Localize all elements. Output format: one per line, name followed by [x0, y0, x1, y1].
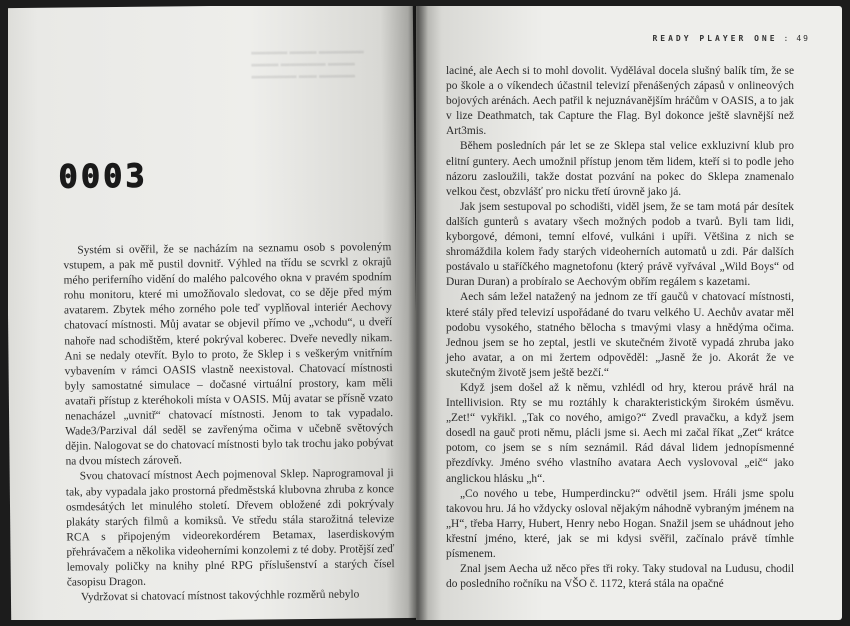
chapter-number: 0003	[58, 156, 148, 196]
header-separator: :	[783, 34, 791, 43]
right-page	[416, 6, 842, 620]
paragraph: „Co nového u tebe, Humperdincku?“ odvětil jsem. Hráli jsme spolu takovou hru. Já ho vždycky osloval nějakým náhodně vybraným jménem na „H“, třeba Harry, Hubert, Henry nebo Hogan. Snažil jsem se uhádnout jeho křestní jméno, které, jak se mi kdysi svěřil, začínalo právě tímhle písmenem.	[446, 487, 794, 560]
paragraph: Aech sám ležel natažený na jednom ze tří gaučů v chatovací místnosti, které stály před televizí uspořádané do tvaru velkého U. Aechův avatar měl podobu vysokého, statného bělocha s tmavými vlasy a hnědýma očima. Jednou jsem se ho zeptal, jestli ve skutečném životě vypadá zhruba jako jeho avatar, a on mi žertem odpověděl: „Jasně že jo. Akorát že ve skutečným životě jsem ještě bezčí.“	[446, 291, 794, 379]
bleed-through-text: ▬▬▬▬ ▬▬▬ ▬▬▬▬▬ ▬▬▬ ▬▬▬▬▬ ▬▬▬ ▬▬▬▬▬ ▬▬ ▬▬▬▬	[251, 45, 364, 81]
book-title-header: READY PLAYER ONE	[652, 34, 778, 43]
page-number: 49	[796, 34, 810, 43]
paragraph: Systém si ověřil, že se nacházím na seznamu osob s povoleným vstupem, a pak mě pustil dovnitř. Výhled na třídu se scvrkl z okrajů mého periferního vidění do malého palcového okna v pravém spodním rohu monitoru, které mi umožňovalo sledovat, co se děje před mým avatarem. Zbytek mého zorného pole teď vyplňoval interiér Aechovy chatovací místnosti. Můj avatar se objevil přímo ve „vchodu“, u dveří nahoře nad schodištěm, které pokrýval koberec. Dveře nevedly nikam. Ani se nedaly otevřít. Bylo to proto, že Sklep i s veškerým vnitřním vybavením v rámci OASIS vlastně neexistoval. Chatovací místnosti byly samostatné simulace – dočasné virtuální prostory, kam měli avataři přístup z kteréhokoli místa v OASIS. Můj avatar se přísně vzato nenacházel „uvnitř“ chatovací místnosti. Jenom to tak vypadalo. Wade3/Parzival dál seděl se zavřenýma očima v učebně světových dějin. Nalogovat se do chatovací místnosti bylo tak trochu jako pobývat na dvou místech zároveň.	[63, 241, 394, 468]
paragraph: Jak jsem sestupoval po schodišti, viděl jsem, že se tam motá pár desítek dalších gunterů s avatary všech možných podob a tvarů. Byli tam lidi, kyborgové, démoni, temní elfové, vulkáni i upíři. Většina z nich se shromáždila kolem řady starých videoherních automatů u zdi. Pár dalších postávalo u staříčkého magnetofonu (který právě vyřvával „Wild Boys“ od Duran Duran) a probíralo se Aechovým obřím regálem s kazetami.	[446, 200, 794, 289]
paragraph: Během posledních pár let se ze Sklepa stal velice exkluzivní klub pro elitní guntery. Aech umožnil přístup jenom těm lidem, kteří si to podle jeho názoru zasloužili, takže dostat pozvání na pokec do Sklepa znamenalo velkou čest, obzvlášť pro nicku třetí úrovně jako já.	[446, 140, 794, 198]
paragraph: laciné, ale Aech si to mohl dovolit. Vydělával docela slušný balík tím, že se po škole a o víkendech účastnil televizí přenášených zápasů v onlineových bojových arénách. Aech patřil k nejuznávanějším hráčům v OASIS, a to jak v lize Deathmatch, tak Capture the Flag. Byl dokonce ještě slavnější než Art3mis.	[446, 65, 794, 138]
paragraph: Svou chatovací místnost Aech pojmenoval Sklep. Naprogramoval ji tak, aby vypadala jako prostorná předměstská klubovna zhruba z konce osmdesátých let minulého století. Dřevem obložené zdi pokrývaly plakáty starých filmů a komiksů. Ve středu stála starožitná televize RCA s připojeným videorekordérem Betamax, laserdiskovým přehrávačem a několika videoherními konzolemi z té doby. Protější zeď lemovaly poličky na knihy plné RPG příslušenství a starých čísel časopisu Dragon.	[65, 467, 395, 589]
left-body-text	[63, 240, 395, 606]
left-page	[8, 6, 419, 620]
paragraph: Vydržovat si chatovací místnost takovýchhle rozměrů nebylo	[80, 588, 360, 604]
right-body-text	[446, 64, 794, 592]
paragraph: Když jsem došel až k němu, vzhlédl od hry, kterou právě hrál na Intellivision. Rty se mu roztáhly k charakteristickým širokém úsměvu. „Zet!“ vykřikl. „Tak co nového, amigo?“ Zvedl pravačku, a když jsem dosedl na gauč proti němu, plácli jsme si. Aech mi začal říkat „Zet“ krátce potom, co jsem se s ním seznámil. Rád dával lidem jednopísmenné přezdívky. Jméno svého vlastního avatara Aech vyslovoval „eič“ jako anglickou hlásku „h“.	[446, 381, 794, 485]
book-spread	[8, 6, 842, 620]
paragraph: Znal jsem Aecha už něco přes tři roky. Taky studoval na Ludusu, chodil do posledního ročníku na VŠO č. 1172, která stála na opačné	[446, 563, 794, 591]
running-header	[652, 34, 810, 43]
